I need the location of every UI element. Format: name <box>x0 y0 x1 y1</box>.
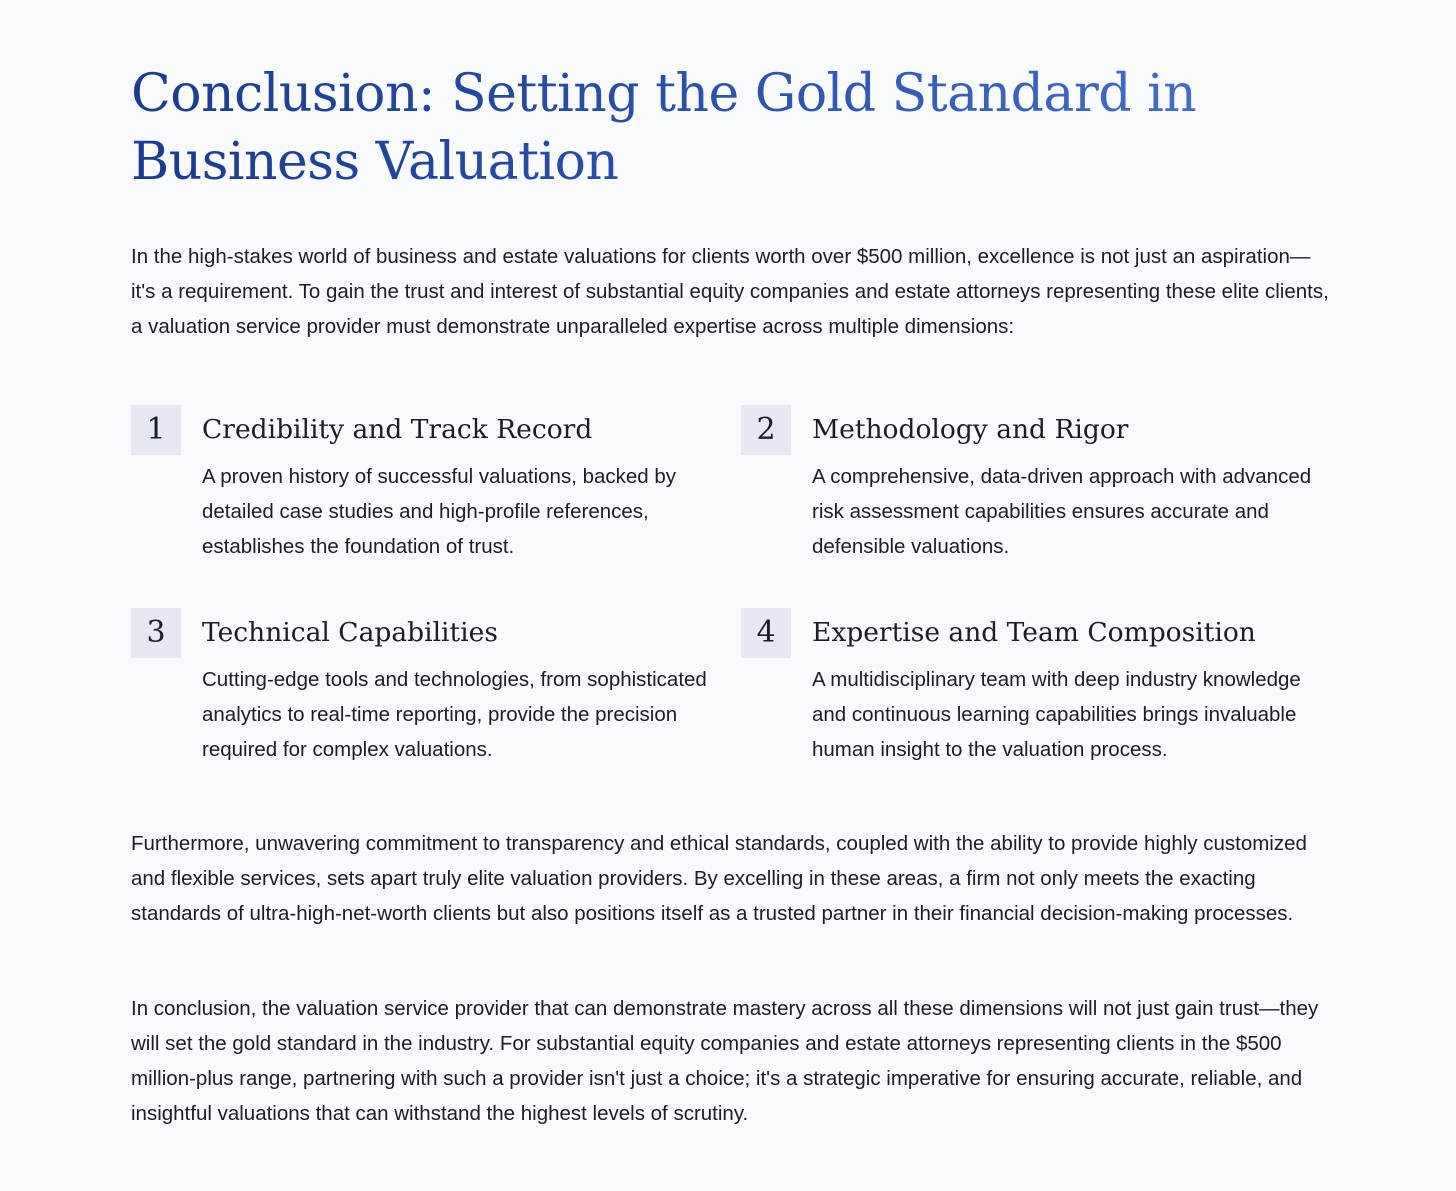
item-description: A multidisciplinary team with deep industry knowledge and continuous learning capabilities brings invaluable human insight to the valuation process. <box>812 668 1301 761</box>
item-title: Technical Capabilities <box>202 617 498 648</box>
item-description: Cutting-edge tools and technologies, from sophisticated analytics to real-time reporting, provide the precision required for complex valuations. <box>202 668 707 761</box>
item-title: Expertise and Team Composition <box>812 617 1256 648</box>
page-title: Conclusion: Setting the Gold Standard in Business Valuation <box>131 60 1331 196</box>
item-description: A comprehensive, data-driven approach with advanced risk assessment capabilities ensures accurate and defensible valuations. <box>812 465 1312 558</box>
item-number-badge: 4 <box>741 608 791 658</box>
intro-paragraph: In the high-stakes world of business and estate valuations for clients worth over $500 million, excellence is not just an aspiration—it's a requirement. To gain the trust and interest of substantial equity companies and estate attorneys representing these elite clients, a valuation service provider must demonstrate unparalleled expertise across multiple dimensions: <box>131 245 1329 338</box>
item-description: A proven history of successful valuations, backed by detailed case studies and high-profile references, establishes the foundation of trust. <box>202 465 677 558</box>
furthermore-paragraph: Furthermore, unwavering commitment to transparency and ethical standards, coupled with the ability to provide highly customized and flexible services, sets apart truly elite valuation providers. By excelling in these areas, a firm not only meets the exacting standards of ultra-high-net-worth clients but also positions itself as a trusted partner in their financial decision-making processes. <box>131 832 1307 925</box>
item-number-badge: 2 <box>741 405 791 455</box>
item-title: Methodology and Rigor <box>812 414 1129 445</box>
closing-paragraph: In conclusion, the valuation service provider that can demonstrate mastery across all these dimensions will not just gain trust—they will set the gold standard in the industry. For substantial equity companies and estate attorneys representing clients in the $500 million-plus range, partnering with such a provider isn't just a choice; it's a strategic imperative for ensuring accurate, reliable, and insightful valuations that can withstand the highest levels of scrutiny. <box>131 997 1319 1125</box>
item-title: Credibility and Track Record <box>202 414 593 445</box>
item-number-badge: 3 <box>131 608 181 658</box>
item-number-badge: 1 <box>131 405 181 455</box>
